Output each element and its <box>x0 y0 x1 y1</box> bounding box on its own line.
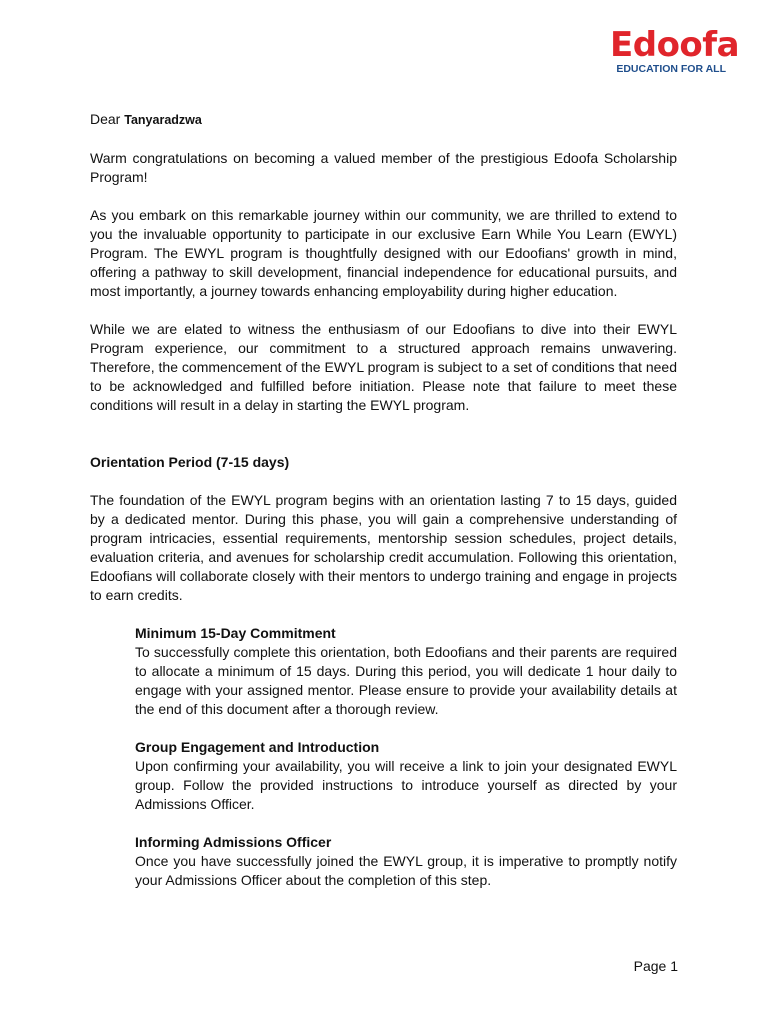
salutation-prefix: Dear <box>90 111 121 127</box>
subsection-title: Group Engagement and Introduction <box>135 739 380 755</box>
letter-body <box>90 110 677 909</box>
subsection-text: Upon confirming your availability, you will receive a link to join your designated EWYL group. Follow the provided instructions to introduce yourself as directed by your Admissions Officer. <box>135 758 677 812</box>
subsection-text: Once you have successfully joined the EWYL group, it is imperative to promptly notify your Admissions Officer about the completion of this step. <box>135 853 677 888</box>
page-number: Page 1 <box>633 958 678 974</box>
recipient-name: Tanyaradzwa <box>124 113 202 127</box>
logo-tagline: EDUCATION FOR ALL <box>616 63 726 75</box>
subsection-text: To successfully complete this orientation, both Edoofians and their parents are required to allocate a minimum of 15 days. During this period, you will dedicate 1 hour daily to engage with your assigned mentor. Please ensure to provide your availability details at the end of this document after a thorough review. <box>135 644 677 717</box>
paragraph-ewyl-intro: As you embark on this remarkable journey within our community, we are thrilled to extend to you the invaluable opportunity to participate in our exclusive Earn While You Learn (EWYL) Program. The EWYL program is thoughtfully designed with our Edoofians' growth in mind, offering a pathway to skill development, financial independence for educational pursuits, and most importantly, a journey towards enhancing employability during higher education. <box>90 207 677 299</box>
subsection-commitment <box>135 624 677 719</box>
subsection-title: Minimum 15-Day Commitment <box>135 625 336 641</box>
subsection-title: Informing Admissions Officer <box>135 834 332 850</box>
subsection-group-engagement <box>135 738 677 814</box>
section-title-orientation: Orientation Period (7-15 days) <box>90 454 290 470</box>
paragraph-orientation-intro: The foundation of the EWYL program begins with an orientation lasting 7 to 15 days, guided by a dedicated mentor. During this phase, you will gain a comprehensive understanding of program intricacies, essential requirements, mentorship session schedules, project details, evaluation criteria, and avenues for scholarship credit accumulation. Following this orientation, Edoofians will collaborate closely with their mentors to undergo training and engage in projects to earn credits. <box>90 492 677 603</box>
edoofa-logo <box>610 25 740 75</box>
paragraph-conditions: While we are elated to witness the enthusiasm of our Edoofians to dive into their EWYL Program experience, our commitment to a structured approach remains unwavering. Therefore, the commencement of the EWYL program is subject to a set of conditions that need to be acknowledged and fulfilled before initiation. Please note that failure to meet these conditions will result in a delay in starting the EWYL program. <box>90 321 677 413</box>
paragraph-congratulations: Warm congratulations on becoming a valued member of the prestigious Edoofa Scholarship Program! <box>90 150 677 185</box>
salutation <box>90 110 677 130</box>
subsection-informing-officer <box>135 833 677 890</box>
logo-wordmark: Edoofa <box>610 25 740 65</box>
